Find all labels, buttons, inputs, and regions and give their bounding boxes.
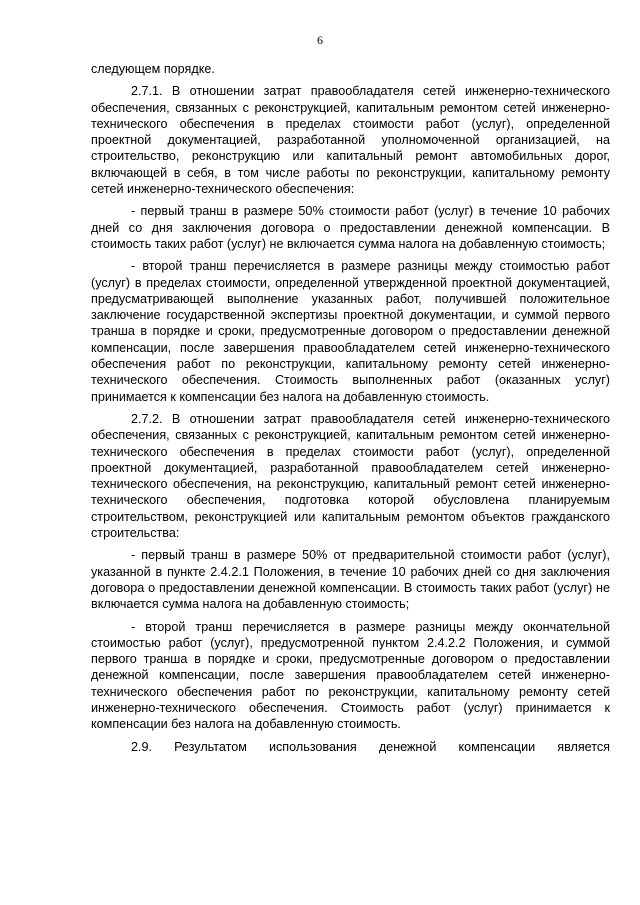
paragraph-2-7-2: 2.7.2. В отношении затрат правообладателя сетей инженерно-технического обеспечения, связанных с реконструкцией, капитальным ремонтом сетей инженерно-технического обеспечения в пределах стоимости работ (услуг), определенной проектной документацией, разработанной правообладателем сетей инженерно-технического обеспечения, на реконструкцию, капитальный ремонт сетей инженерно-технического обеспечения, подготовка которой обусловлена планируемым строительством, реконструкцией или капитальным ремонтом объектов гражданского строительства: — [91, 411, 610, 541]
paragraph-2-7-1: 2.7.1. В отношении затрат правообладателя сетей инженерно-технического обеспечения, связанных с реконструкцией, капитальным ремонтом сетей инженерно-технического обеспечения в пределах стоимости работ (услуг), определенной проектной документацией, разработанной уполномоченной организацией, на строительство, реконструкцию или капитальный ремонт автомобильных дорог, включающей в себя, в том числе работы по реконструкции, капитальному ремонту сетей инженерно-технического обеспечения: — [91, 84, 610, 197]
paragraph-second-tranche-2: - второй транш перечисляется в размере разницы между окончательной стоимостью работ (услуг), предусмотренной пунктом 2.4.2.2 Положения, и суммой первого транша в порядке и сроки, предусмотренные договором о предоставлении денежной компенсации, после завершения правообладателем сетей инженерно-технического обеспечения работ по реконструкции, капитальному ремонту сетей инженерно-технического обеспечения. Стоимость работ (услуг) принимается к компенсации без налога на добавленную стоимость. — [91, 619, 610, 732]
document-body — [91, 61, 610, 755]
page-number: 6 — [317, 33, 323, 47]
paragraph-first-tranche-1: - первый транш в размере 50% стоимости работ (услуг) в течение 10 рабочих дней со дня заключения договора о предоставлении денежной компенсации. В стоимость таких работ (услуг) не включается сумма налога на добавленную стоимость; — [91, 204, 610, 251]
paragraph-second-tranche-1: - второй транш перечисляется в размере разницы между стоимостью работ (услуг) в пределах стоимости, определенной утвержденной проектной документацией, предусматривающей выполнение указанных работ, получившей положительное заключение государственной экспертизы проектной документации, и суммой первого транша в порядке и сроки, предусмотренные договором о предоставлении денежной компенсации, после завершения правообладателем сетей инженерно-технического обеспечения работ по реконструкции, капитальному ремонту сетей инженерно-технического обеспечения. Стоимость выполненных работ (оказанных услуг) принимается к компенсации без налога на добавленную стоимость. — [91, 259, 610, 404]
paragraph-2-9: 2.9. Результатом использования денежной компенсации является — [131, 739, 610, 754]
paragraph-first-tranche-2: - первый транш в размере 50% от предварительной стоимости работ (услуг), указанной в пункте 2.4.2.1 Положения, в течение 10 рабочих дней со дня заключения договора о предоставлении денежной компенсации. В стоимость таких работ (услуг) не включается сумма налога на добавленную стоимость; — [91, 548, 610, 612]
paragraph-continuation: следующем порядке. — [91, 62, 215, 76]
